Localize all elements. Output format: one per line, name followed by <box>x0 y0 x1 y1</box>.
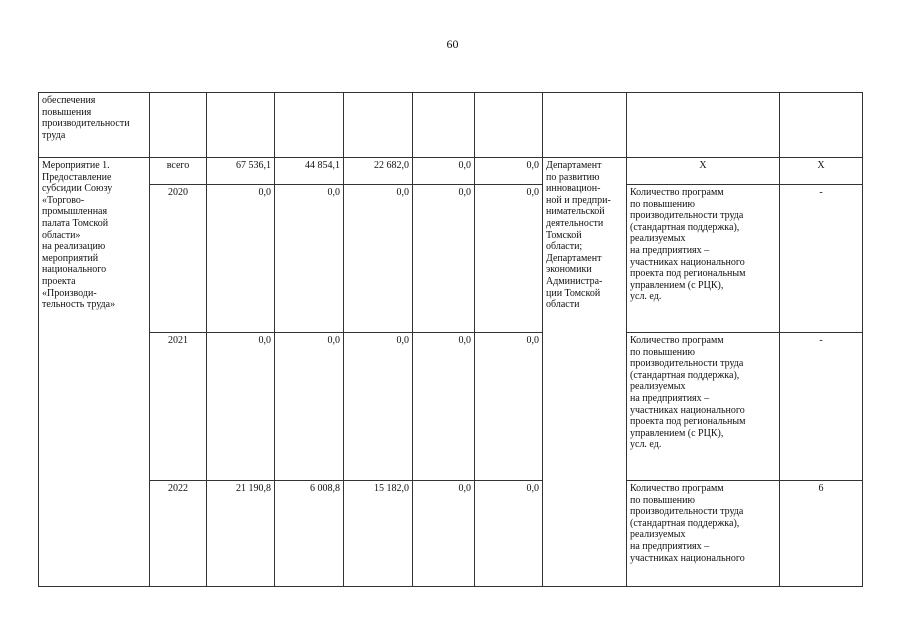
value-cell: 67 536,1 <box>207 158 275 185</box>
empty-cell <box>344 93 413 158</box>
indicator-value-cell: 6 <box>780 481 863 587</box>
value-cell: 0,0 <box>275 333 344 481</box>
empty-cell <box>780 93 863 158</box>
executor-cell: Департамент по развитию инновацион- ной и предпри- нимательской деятельности Томской области; Департамент экономики Администра- ции Томской области <box>543 158 627 587</box>
value-cell: 0,0 <box>207 333 275 481</box>
value-cell: 0,0 <box>413 481 475 587</box>
table-row-continuation <box>39 93 863 158</box>
value-cell: 0,0 <box>413 185 475 333</box>
empty-cell <box>150 93 207 158</box>
value-cell: 6 008,8 <box>275 481 344 587</box>
value-cell: 0,0 <box>207 185 275 333</box>
indicator-value-cell: Х <box>780 158 863 185</box>
empty-cell <box>413 93 475 158</box>
indicator-value-cell: - <box>780 185 863 333</box>
value-cell: 44 854,1 <box>275 158 344 185</box>
empty-cell <box>207 93 275 158</box>
table-row-2022 <box>39 481 863 587</box>
table-row-total <box>39 158 863 185</box>
value-cell: 0,0 <box>413 158 475 185</box>
year-cell: 2020 <box>150 185 207 333</box>
indicator-cell: Количество программ по повышению производительности труда (стандартная поддержка), реализуемых на предприятиях – участниках национального проекта под региональным управлением (с РЦК), усл. ед. <box>627 333 780 481</box>
year-cell: всего <box>150 158 207 185</box>
value-cell: 0,0 <box>475 333 543 481</box>
table-row-2020 <box>39 185 863 333</box>
value-cell: 15 182,0 <box>344 481 413 587</box>
value-cell: 0,0 <box>475 158 543 185</box>
empty-cell <box>627 93 780 158</box>
continuation-text: обеспечения повышения производительности труда <box>39 93 150 158</box>
indicator-cell: Количество программ по повышению производительности труда (стандартная поддержка), реализуемых на предприятиях – участниках национального проекта под региональным управлением (с РЦК), усл. ед. <box>627 185 780 333</box>
year-cell: 2022 <box>150 481 207 587</box>
value-cell: 22 682,0 <box>344 158 413 185</box>
empty-cell <box>475 93 543 158</box>
table-row-2021 <box>39 333 863 481</box>
indicator-cell: Количество программ по повышению производительности труда (стандартная поддержка), реализуемых на предприятиях – участниках национального <box>627 481 780 587</box>
value-cell: 21 190,8 <box>207 481 275 587</box>
program-table <box>38 92 863 587</box>
value-cell: 0,0 <box>344 333 413 481</box>
value-cell: 0,0 <box>475 481 543 587</box>
value-cell: 0,0 <box>275 185 344 333</box>
empty-cell <box>543 93 627 158</box>
value-cell: 0,0 <box>344 185 413 333</box>
page-number: 60 <box>446 37 459 51</box>
value-cell: 0,0 <box>475 185 543 333</box>
empty-cell <box>275 93 344 158</box>
value-cell: 0,0 <box>413 333 475 481</box>
year-cell: 2021 <box>150 333 207 481</box>
indicator-value-cell: - <box>780 333 863 481</box>
measure-title: Мероприятие 1. Предоставление субсидии Союзу «Торгово- промышленная палата Томской области» на реализацию мероприятий национального проекта «Производи- тельность труда» <box>39 158 150 587</box>
indicator-cell: Х <box>627 158 780 185</box>
